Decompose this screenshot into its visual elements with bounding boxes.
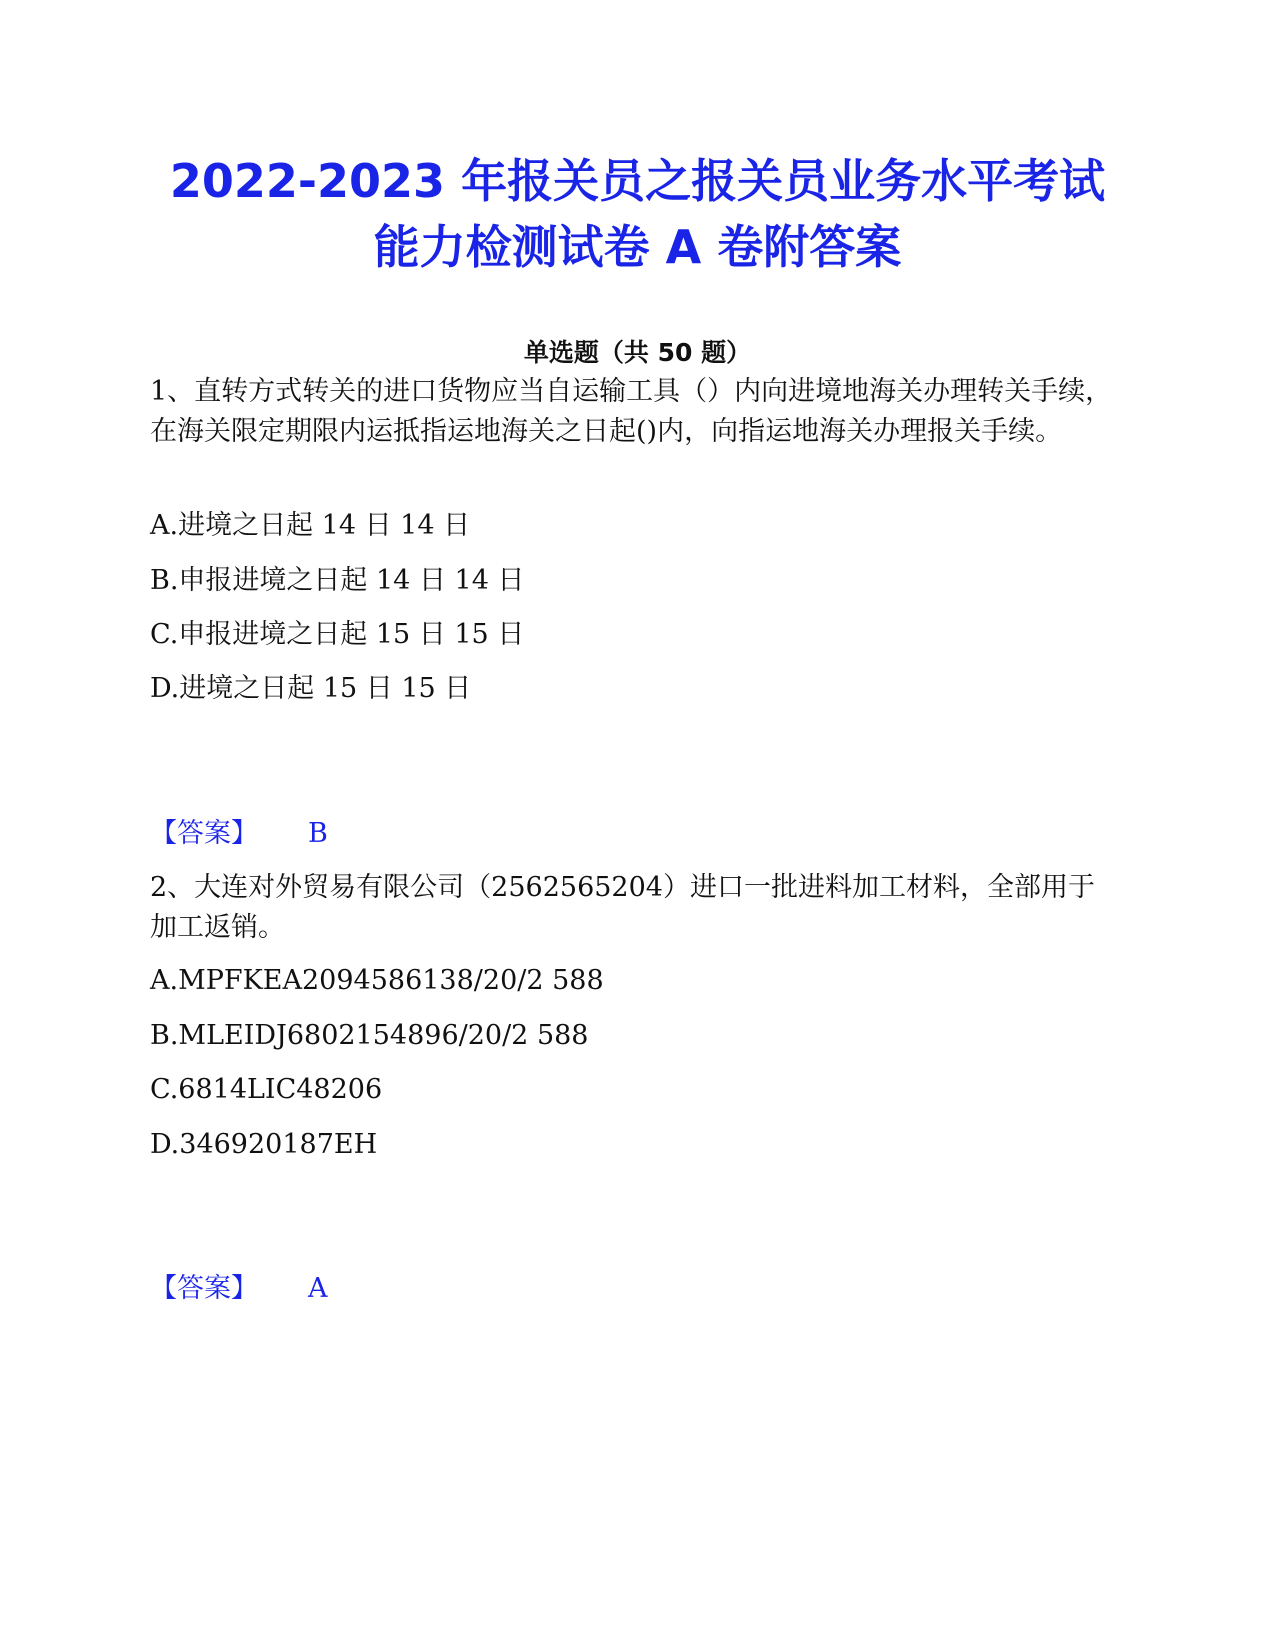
document-title	[100, 148, 1175, 280]
section-heading: 单选题（共 50 题）	[523, 338, 752, 367]
answer-label: 【答案】	[150, 818, 258, 849]
question-2-option-a: A.MPFKEA2094586138/20/2 588	[150, 965, 604, 996]
question-1-option-b: B.申报进境之日起 14 日 14 日	[150, 565, 525, 596]
question-2-answer	[150, 1271, 650, 1307]
question-1-stem: 1、直转方式转关的进口货物应当自运输工具（）内向进境地海关办理转关手续，在海关限定期限内运抵指运地海关之日起()内，向指运地海关办理报关手续。	[150, 376, 1113, 447]
question-1-option-d: D.进境之日起 15 日 15 日	[150, 673, 472, 704]
title-line-2: 能力检测试卷 A 卷附答案	[373, 220, 902, 274]
question-1-option-c: C.申报进境之日起 15 日 15 日	[150, 619, 525, 650]
answer-value: A	[308, 1273, 328, 1304]
question-2-option-d: D.346920187EH	[150, 1129, 378, 1160]
question-1-option-a: A.进境之日起 14 日 14 日	[150, 510, 471, 541]
question-2-option-c: C.6814LIC48206	[150, 1074, 383, 1105]
question-2-option-b: B.MLEIDJ6802154896/20/2 588	[150, 1020, 589, 1051]
question-1-answer	[150, 816, 650, 852]
answer-label: 【答案】	[150, 1273, 258, 1304]
answer-value: B	[308, 818, 328, 849]
question-2-stem: 2、大连对外贸易有限公司（2562565204）进口一批进料加工材料，全部用于加工返销。	[150, 872, 1095, 943]
title-line-1: 2022-2023 年报关员之报关员业务水平考试	[169, 154, 1106, 208]
